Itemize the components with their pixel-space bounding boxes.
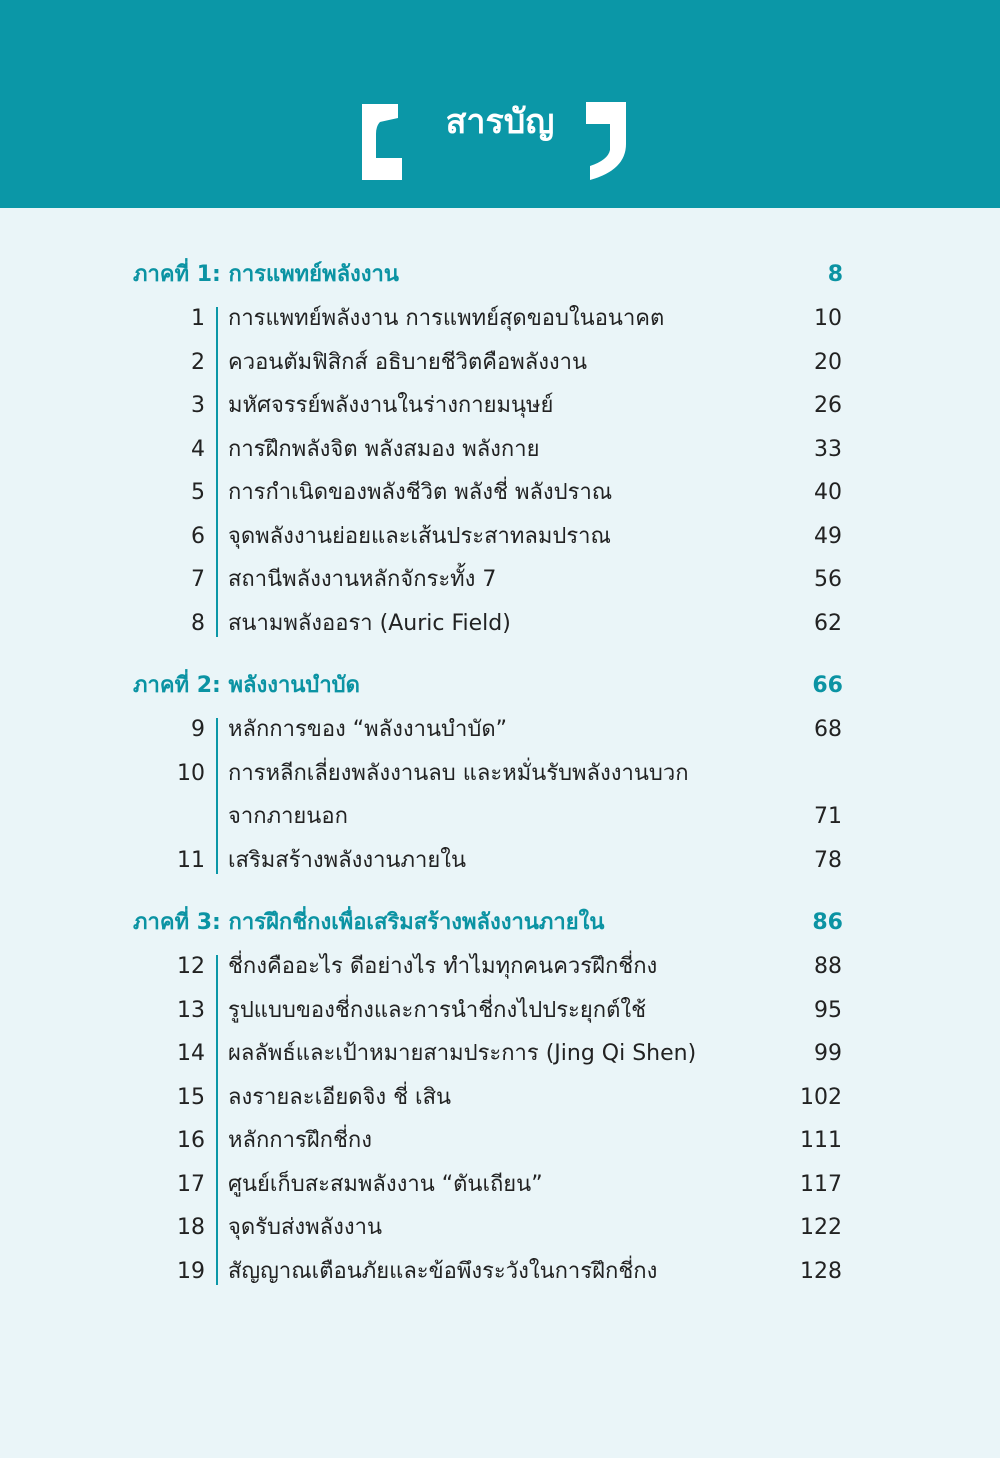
- chapter-row[interactable]: [0, 558, 1000, 601]
- chapter-title: การกำเนิดของพลังชีวิต พลังชี่ พลังปราณ: [228, 480, 613, 505]
- chapter-title: ศูนย์เก็บสะสมพลังงาน “ตันเถียน”: [228, 1172, 543, 1197]
- chapter-title: หลักการของ “พลังงานบำบัด”: [228, 717, 508, 742]
- chapter-row[interactable]: [0, 752, 1000, 795]
- part-title: ภาคที่ 2: พลังงานบำบัด: [133, 673, 360, 698]
- chapter-title: การหลีกเลี่ยงพลังงานลบ และหมั่นรับพลังงานบวก: [228, 761, 689, 786]
- chapter-row[interactable]: [0, 384, 1000, 427]
- chapter-row[interactable]: [0, 471, 1000, 514]
- chapter-title: สนามพลังออรา (Auric Field): [228, 611, 511, 636]
- chapter-number: 2: [191, 350, 205, 375]
- chapter-title: จุดรับส่งพลังงาน: [228, 1215, 382, 1240]
- chapter-page: 20: [814, 350, 842, 375]
- chapter-row[interactable]: [0, 428, 1000, 471]
- chapter-number: 1: [191, 306, 205, 331]
- chapter-row[interactable]: [0, 1032, 1000, 1075]
- chapter-number: 10: [177, 761, 205, 786]
- chapter-title: มหัศจรรย์พลังงานในร่างกายมนุษย์: [228, 393, 554, 418]
- chapter-row[interactable]: [0, 297, 1000, 340]
- chapter-title: สัญญาณเตือนภัยและข้อพึงระวังในการฝึกชี่กง: [228, 1259, 658, 1284]
- chapter-title: ลงรายละเอียดจิง ชี่ เสิน: [228, 1085, 452, 1110]
- chapter-title: การฝึกพลังจิต พลังสมอง พลังกาย: [228, 437, 540, 462]
- chapter-number: 13: [177, 998, 205, 1023]
- chapter-number: 3: [191, 393, 205, 418]
- chapter-number: 18: [177, 1215, 205, 1240]
- chapter-row[interactable]: [0, 1163, 1000, 1206]
- chapter-row[interactable]: [0, 708, 1000, 751]
- chapter-page: 78: [814, 848, 842, 873]
- chapter-number: 15: [177, 1085, 205, 1110]
- chapter-page: 40: [814, 480, 842, 505]
- chapter-title: ควอนตัมฟิสิกส์ อธิบายชีวิตคือพลังงาน: [228, 350, 588, 375]
- page-title: สารบัญ: [445, 102, 555, 142]
- chapter-title: จุดพลังงานย่อยและเส้นประสาทลมปราณ: [228, 524, 611, 549]
- chapter-title: สถานีพลังงานหลักจักระทั้ง 7: [228, 567, 497, 592]
- part-heading[interactable]: [133, 905, 843, 941]
- chapter-number: 8: [191, 611, 205, 636]
- chapter-number: 7: [191, 567, 205, 592]
- chapter-row[interactable]: [0, 515, 1000, 558]
- chapter-row[interactable]: [0, 602, 1000, 645]
- chapter-row-continuation[interactable]: [0, 795, 1000, 838]
- chapter-page: 26: [814, 393, 842, 418]
- chapter-title: การแพทย์พลังงาน การแพทย์สุดขอบในอนาคต: [228, 306, 665, 331]
- part-page: 66: [812, 673, 843, 698]
- part-title: ภาคที่ 3: การฝึกชี่กงเพื่อเสริมสร้างพลังงานภายใน: [133, 910, 605, 935]
- chapter-number: 11: [177, 848, 205, 873]
- chapter-number: 17: [177, 1172, 205, 1197]
- part-title: ภาคที่ 1: การแพทย์พลังงาน: [133, 262, 399, 287]
- chapter-number: 9: [191, 717, 205, 742]
- chapter-page: 88: [814, 954, 842, 979]
- part-heading[interactable]: [133, 257, 843, 293]
- chapter-page: 71: [814, 804, 842, 829]
- chapter-page: 128: [800, 1259, 842, 1284]
- chapter-page: 56: [814, 567, 842, 592]
- chapter-row[interactable]: [0, 1206, 1000, 1249]
- part-page: 8: [827, 262, 843, 287]
- chapter-row[interactable]: [0, 341, 1000, 384]
- chapter-page: 111: [800, 1128, 842, 1153]
- chapter-title-continued: จากภายนอก: [228, 804, 348, 829]
- chapter-page: 102: [800, 1085, 842, 1110]
- chapter-row[interactable]: [0, 839, 1000, 882]
- chapter-row[interactable]: [0, 1250, 1000, 1293]
- chapter-row[interactable]: [0, 945, 1000, 988]
- chapter-number: 16: [177, 1128, 205, 1153]
- chapter-page: 33: [814, 437, 842, 462]
- chapter-number: 19: [177, 1259, 205, 1284]
- chapter-title: รูปแบบของชี่กงและการนำชี่กงไปประยุกต์ใช้: [228, 998, 647, 1023]
- chapter-number: 6: [191, 524, 205, 549]
- chapter-page: 10: [814, 306, 842, 331]
- chapter-title: ผลลัพธ์และเป้าหมายสามประการ (Jing Qi Shen): [228, 1041, 697, 1066]
- chapter-page: 68: [814, 717, 842, 742]
- chapter-page: 49: [814, 524, 842, 549]
- chapter-title: ชี่กงคืออะไร ดีอย่างไร ทำไมทุกคนควรฝึกชี่กง: [228, 954, 658, 979]
- chapter-row[interactable]: [0, 1119, 1000, 1162]
- chapter-page: 122: [800, 1215, 842, 1240]
- chapter-number: 12: [177, 954, 205, 979]
- chapter-page: 95: [814, 998, 842, 1023]
- part-page: 86: [812, 910, 843, 935]
- chapter-row[interactable]: [0, 1076, 1000, 1119]
- chapter-title: เสริมสร้างพลังงานภายใน: [228, 848, 466, 873]
- chapter-number: 14: [177, 1041, 205, 1066]
- chapter-number: 4: [191, 437, 205, 462]
- chapter-page: 99: [814, 1041, 842, 1066]
- part-heading[interactable]: [133, 668, 843, 704]
- chapter-title: หลักการฝึกชี่กง: [228, 1128, 372, 1153]
- chapter-row[interactable]: [0, 989, 1000, 1032]
- chapter-page: 62: [814, 611, 842, 636]
- chapter-page: 117: [800, 1172, 842, 1197]
- chapter-number: 5: [191, 480, 205, 505]
